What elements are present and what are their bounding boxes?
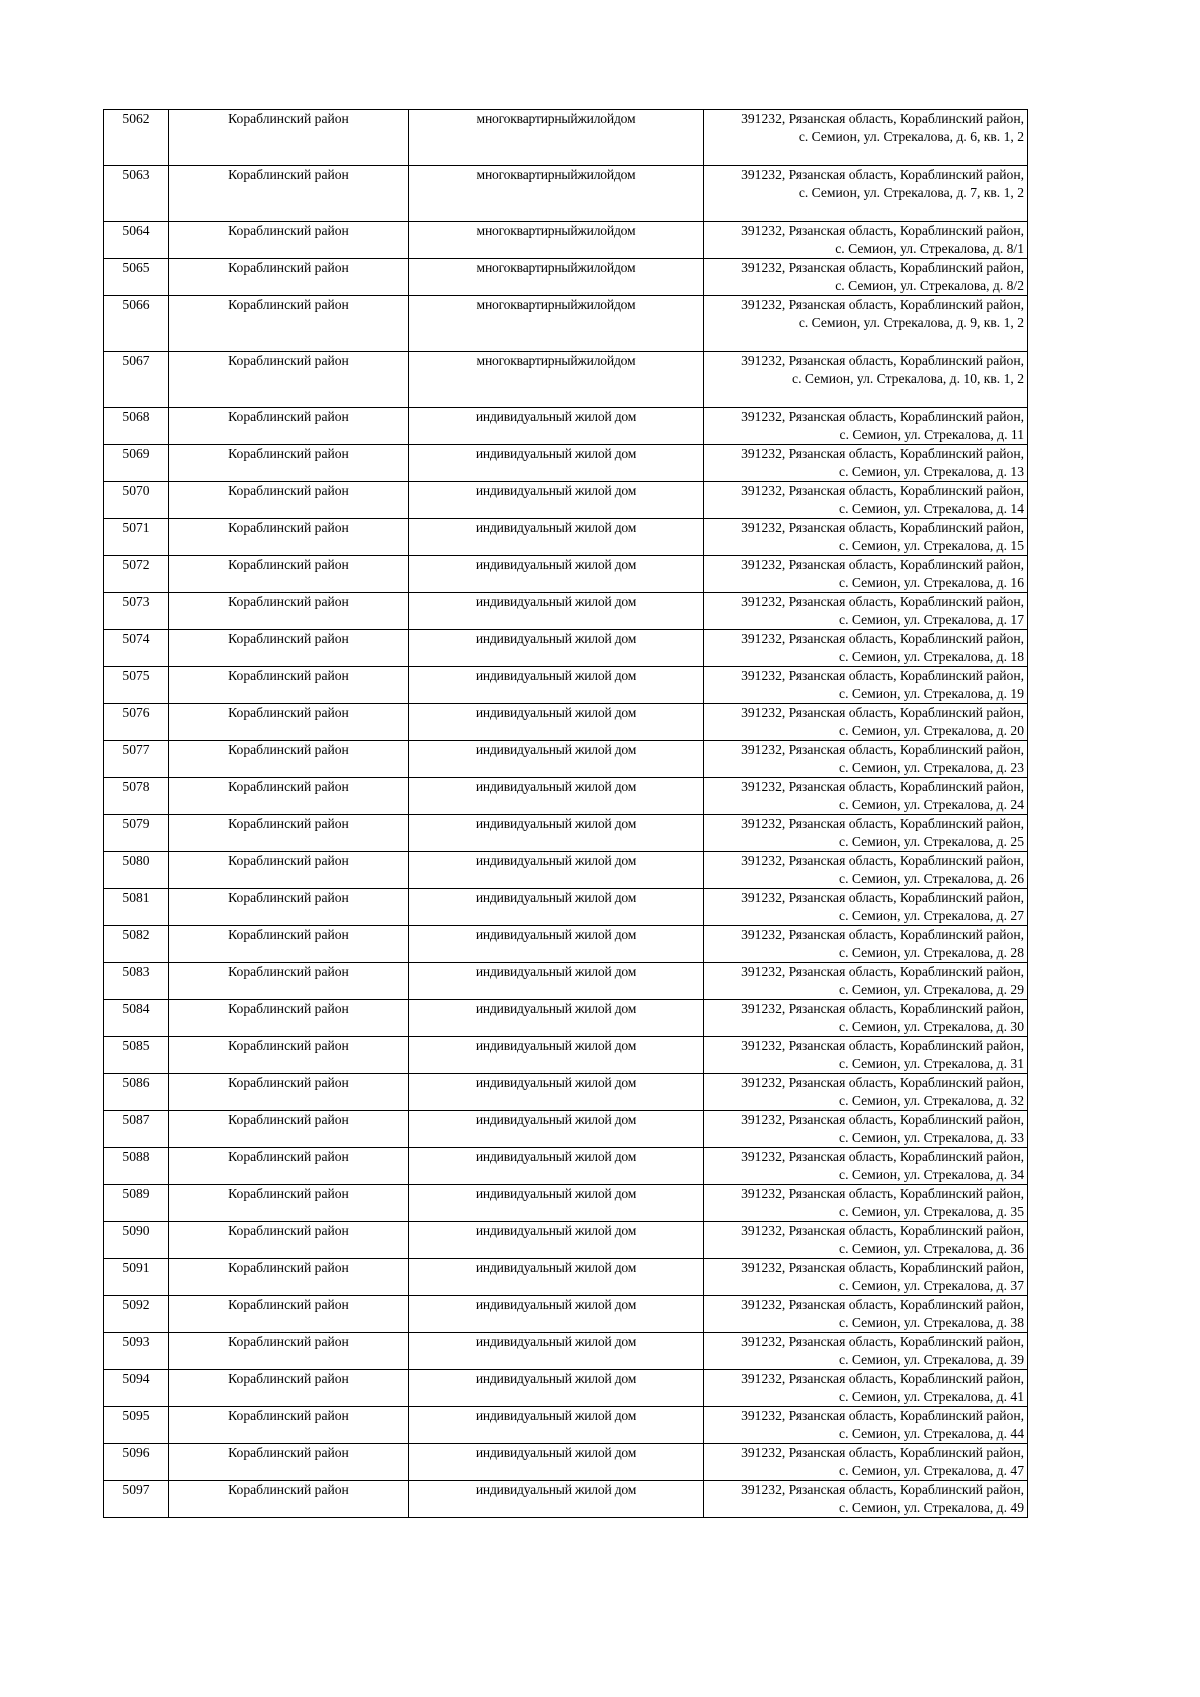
table-row: [104, 110, 1028, 166]
table-row: [104, 1259, 1028, 1296]
address-line-2: с. Семион, ул. Стрекалова, д. 47: [839, 1463, 1024, 1478]
address-line-2: с. Семион, ул. Стрекалова, д. 23: [839, 760, 1024, 775]
address-line-1: 391232, Рязанская область, Кораблинский район,: [741, 594, 1024, 609]
row-number-cell: 5076: [104, 704, 169, 741]
district-cell: Кораблинский район: [169, 110, 409, 166]
address-line-2: с. Семион, ул. Стрекалова, д. 36: [839, 1241, 1024, 1256]
table-row: [104, 1037, 1028, 1074]
building-type-cell: индивидуальный жилой дом: [409, 667, 704, 704]
address-line-2: с. Семион, ул. Стрекалова, д. 25: [839, 834, 1024, 849]
district-cell: Кораблинский район: [169, 778, 409, 815]
address-line-2: с. Семион, ул. Стрекалова, д. 28: [839, 945, 1024, 960]
district-cell: Кораблинский район: [169, 1000, 409, 1037]
address-cell: [704, 704, 1028, 741]
row-number-cell: 5080: [104, 852, 169, 889]
row-number-cell: 5069: [104, 445, 169, 482]
building-type-cell: индивидуальный жилой дом: [409, 1000, 704, 1037]
address-line-2: с. Семион, ул. Стрекалова, д. 24: [839, 797, 1024, 812]
building-type-cell: многоквартирныйжилойдом: [409, 110, 704, 166]
row-number-cell: 5088: [104, 1148, 169, 1185]
address-line-2: с. Семион, ул. Стрекалова, д. 37: [839, 1278, 1024, 1293]
row-number-cell: 5065: [104, 259, 169, 296]
table-row: [104, 1444, 1028, 1481]
row-number-cell: 5068: [104, 408, 169, 445]
table-row: [104, 1111, 1028, 1148]
table-row: [104, 1407, 1028, 1444]
building-type-cell: многоквартирныйжилойдом: [409, 296, 704, 352]
district-cell: Кораблинский район: [169, 1259, 409, 1296]
district-cell: Кораблинский район: [169, 556, 409, 593]
building-type-cell: многоквартирныйжилойдом: [409, 259, 704, 296]
district-cell: Кораблинский район: [169, 1444, 409, 1481]
building-type-cell: индивидуальный жилой дом: [409, 556, 704, 593]
address-line-2: с. Семион, ул. Стрекалова, д. 33: [839, 1130, 1024, 1145]
table-row: [104, 926, 1028, 963]
building-type-cell: индивидуальный жилой дом: [409, 1333, 704, 1370]
address-line-1: 391232, Рязанская область, Кораблинский район,: [741, 111, 1024, 126]
address-line-2: с. Семион, ул. Стрекалова, д. 9, кв. 1, 2: [798, 315, 1024, 330]
address-line-1: 391232, Рязанская область, Кораблинский район,: [741, 631, 1024, 646]
address-line-2: с. Семион, ул. Стрекалова, д. 10, кв. 1, 2: [792, 371, 1024, 386]
address-line-2: с. Семион, ул. Стрекалова, д. 11: [839, 427, 1024, 442]
building-type-cell: многоквартирныйжилойдом: [409, 352, 704, 408]
address-cell: [704, 110, 1028, 166]
table-row: [104, 963, 1028, 1000]
row-number-cell: 5090: [104, 1222, 169, 1259]
address-line-1: 391232, Рязанская область, Кораблинский район,: [741, 1075, 1024, 1090]
address-line-2: с. Семион, ул. Стрекалова, д. 31: [839, 1056, 1024, 1071]
address-cell: [704, 445, 1028, 482]
table-row: [104, 408, 1028, 445]
table-row: [104, 667, 1028, 704]
row-number-cell: 5072: [104, 556, 169, 593]
address-line-1: 391232, Рязанская область, Кораблинский район,: [741, 779, 1024, 794]
district-cell: Кораблинский район: [169, 352, 409, 408]
building-type-cell: индивидуальный жилой дом: [409, 1259, 704, 1296]
table-row: [104, 556, 1028, 593]
address-cell: [704, 630, 1028, 667]
row-number-cell: 5096: [104, 1444, 169, 1481]
building-type-cell: индивидуальный жилой дом: [409, 445, 704, 482]
row-number-cell: 5077: [104, 741, 169, 778]
address-cell: [704, 1407, 1028, 1444]
district-cell: Кораблинский район: [169, 1222, 409, 1259]
address-line-2: с. Семион, ул. Стрекалова, д. 8/1: [835, 241, 1024, 256]
table-row: [104, 519, 1028, 556]
row-number-cell: 5094: [104, 1370, 169, 1407]
address-line-2: с. Семион, ул. Стрекалова, д. 15: [839, 538, 1024, 553]
table-row: [104, 1074, 1028, 1111]
address-line-1: 391232, Рязанская область, Кораблинский район,: [741, 964, 1024, 979]
address-cell: [704, 778, 1028, 815]
table-row: [104, 445, 1028, 482]
building-type-cell: индивидуальный жилой дом: [409, 963, 704, 1000]
address-cell: [704, 556, 1028, 593]
address-line-1: 391232, Рязанская область, Кораблинский район,: [741, 297, 1024, 312]
address-cell: [704, 1259, 1028, 1296]
table-row: [104, 1370, 1028, 1407]
district-cell: Кораблинский район: [169, 1296, 409, 1333]
building-type-cell: индивидуальный жилой дом: [409, 1370, 704, 1407]
building-type-cell: индивидуальный жилой дом: [409, 408, 704, 445]
building-type-cell: индивидуальный жилой дом: [409, 741, 704, 778]
address-line-2: с. Семион, ул. Стрекалова, д. 14: [839, 501, 1024, 516]
row-number-cell: 5070: [104, 482, 169, 519]
district-cell: Кораблинский район: [169, 704, 409, 741]
table-row: [104, 1185, 1028, 1222]
row-number-cell: 5097: [104, 1481, 169, 1518]
address-line-1: 391232, Рязанская область, Кораблинский район,: [741, 1001, 1024, 1016]
building-type-cell: индивидуальный жилой дом: [409, 482, 704, 519]
table-row: [104, 889, 1028, 926]
address-line-1: 391232, Рязанская область, Кораблинский район,: [741, 520, 1024, 535]
row-number-cell: 5084: [104, 1000, 169, 1037]
table-row: [104, 166, 1028, 222]
address-line-2: с. Семион, ул. Стрекалова, д. 26: [839, 871, 1024, 886]
address-cell: [704, 1000, 1028, 1037]
address-cell: [704, 926, 1028, 963]
address-cell: [704, 1185, 1028, 1222]
address-line-2: с. Семион, ул. Стрекалова, д. 29: [839, 982, 1024, 997]
address-line-1: 391232, Рязанская область, Кораблинский район,: [741, 1186, 1024, 1201]
address-line-1: 391232, Рязанская область, Кораблинский район,: [741, 353, 1024, 368]
district-cell: Кораблинский район: [169, 815, 409, 852]
address-line-1: 391232, Рязанская область, Кораблинский район,: [741, 223, 1024, 238]
address-cell: [704, 593, 1028, 630]
building-type-cell: индивидуальный жилой дом: [409, 704, 704, 741]
address-line-1: 391232, Рязанская область, Кораблинский район,: [741, 1371, 1024, 1386]
address-cell: [704, 1111, 1028, 1148]
district-cell: Кораблинский район: [169, 889, 409, 926]
row-number-cell: 5063: [104, 166, 169, 222]
table-row: [104, 1222, 1028, 1259]
row-number-cell: 5062: [104, 110, 169, 166]
building-type-cell: индивидуальный жилой дом: [409, 1481, 704, 1518]
address-line-1: 391232, Рязанская область, Кораблинский район,: [741, 816, 1024, 831]
table-row: [104, 1333, 1028, 1370]
address-line-2: с. Семион, ул. Стрекалова, д. 38: [839, 1315, 1024, 1330]
address-cell: [704, 296, 1028, 352]
table-row: [104, 259, 1028, 296]
address-cell: [704, 963, 1028, 1000]
district-cell: Кораблинский район: [169, 1148, 409, 1185]
district-cell: Кораблинский район: [169, 1370, 409, 1407]
row-number-cell: 5082: [104, 926, 169, 963]
address-cell: [704, 741, 1028, 778]
row-number-cell: 5085: [104, 1037, 169, 1074]
address-cell: [704, 408, 1028, 445]
address-line-1: 391232, Рязанская область, Кораблинский район,: [741, 1408, 1024, 1423]
building-type-cell: индивидуальный жилой дом: [409, 926, 704, 963]
address-line-1: 391232, Рязанская область, Кораблинский район,: [741, 1334, 1024, 1349]
building-type-cell: индивидуальный жилой дом: [409, 1148, 704, 1185]
row-number-cell: 5066: [104, 296, 169, 352]
row-number-cell: 5095: [104, 1407, 169, 1444]
building-type-cell: индивидуальный жилой дом: [409, 1444, 704, 1481]
address-line-2: с. Семион, ул. Стрекалова, д. 18: [839, 649, 1024, 664]
district-cell: Кораблинский район: [169, 166, 409, 222]
table-row: [104, 482, 1028, 519]
district-cell: Кораблинский район: [169, 482, 409, 519]
address-cell: [704, 166, 1028, 222]
address-cell: [704, 222, 1028, 259]
district-cell: Кораблинский район: [169, 630, 409, 667]
address-line-1: 391232, Рязанская область, Кораблинский район,: [741, 742, 1024, 757]
district-cell: Кораблинский район: [169, 1481, 409, 1518]
building-type-cell: индивидуальный жилой дом: [409, 1037, 704, 1074]
table-row: [104, 593, 1028, 630]
row-number-cell: 5091: [104, 1259, 169, 1296]
address-line-2: с. Семион, ул. Стрекалова, д. 32: [839, 1093, 1024, 1108]
address-cell: [704, 889, 1028, 926]
district-cell: Кораблинский район: [169, 926, 409, 963]
address-cell: [704, 852, 1028, 889]
address-cell: [704, 667, 1028, 704]
building-type-cell: индивидуальный жилой дом: [409, 1407, 704, 1444]
table-row: [104, 1481, 1028, 1518]
row-number-cell: 5074: [104, 630, 169, 667]
address-line-2: с. Семион, ул. Стрекалова, д. 19: [839, 686, 1024, 701]
address-line-2: с. Семион, ул. Стрекалова, д. 6, кв. 1, 2: [798, 129, 1024, 144]
address-line-1: 391232, Рязанская область, Кораблинский район,: [741, 1149, 1024, 1164]
address-line-1: 391232, Рязанская область, Кораблинский район,: [741, 927, 1024, 942]
district-cell: Кораблинский район: [169, 445, 409, 482]
document-page: [103, 109, 1027, 1518]
address-cell: [704, 1148, 1028, 1185]
district-cell: Кораблинский район: [169, 1037, 409, 1074]
address-line-1: 391232, Рязанская область, Кораблинский район,: [741, 409, 1024, 424]
table-row: [104, 630, 1028, 667]
building-type-cell: индивидуальный жилой дом: [409, 815, 704, 852]
address-line-1: 391232, Рязанская область, Кораблинский район,: [741, 1297, 1024, 1312]
address-line-1: 391232, Рязанская область, Кораблинский район,: [741, 1038, 1024, 1053]
row-number-cell: 5081: [104, 889, 169, 926]
table-row: [104, 704, 1028, 741]
address-line-1: 391232, Рязанская область, Кораблинский район,: [741, 705, 1024, 720]
address-cell: [704, 1481, 1028, 1518]
address-cell: [704, 519, 1028, 556]
building-type-cell: индивидуальный жилой дом: [409, 1296, 704, 1333]
address-line-2: с. Семион, ул. Стрекалова, д. 30: [839, 1019, 1024, 1034]
address-line-2: с. Семион, ул. Стрекалова, д. 34: [839, 1167, 1024, 1182]
address-line-2: с. Семион, ул. Стрекалова, д. 8/2: [835, 278, 1024, 293]
table-row: [104, 1148, 1028, 1185]
address-line-1: 391232, Рязанская область, Кораблинский район,: [741, 853, 1024, 868]
district-cell: Кораблинский район: [169, 1407, 409, 1444]
row-number-cell: 5092: [104, 1296, 169, 1333]
row-number-cell: 5071: [104, 519, 169, 556]
table-row: [104, 815, 1028, 852]
table-row: [104, 222, 1028, 259]
address-line-1: 391232, Рязанская область, Кораблинский район,: [741, 483, 1024, 498]
address-line-2: с. Семион, ул. Стрекалова, д. 35: [839, 1204, 1024, 1219]
district-cell: Кораблинский район: [169, 667, 409, 704]
address-line-1: 391232, Рязанская область, Кораблинский район,: [741, 1223, 1024, 1238]
address-line-2: с. Семион, ул. Стрекалова, д. 27: [839, 908, 1024, 923]
address-line-1: 391232, Рязанская область, Кораблинский район,: [741, 668, 1024, 683]
table-row: [104, 296, 1028, 352]
row-number-cell: 5064: [104, 222, 169, 259]
address-line-1: 391232, Рязанская область, Кораблинский район,: [741, 446, 1024, 461]
row-number-cell: 5086: [104, 1074, 169, 1111]
table-row: [104, 778, 1028, 815]
district-cell: Кораблинский район: [169, 852, 409, 889]
address-line-2: с. Семион, ул. Стрекалова, д. 39: [839, 1352, 1024, 1367]
address-line-2: с. Семион, ул. Стрекалова, д. 20: [839, 723, 1024, 738]
district-cell: Кораблинский район: [169, 259, 409, 296]
address-cell: [704, 482, 1028, 519]
housing-registry-table: [103, 109, 1028, 1518]
row-number-cell: 5083: [104, 963, 169, 1000]
address-line-2: с. Семион, ул. Стрекалова, д. 41: [839, 1389, 1024, 1404]
address-line-1: 391232, Рязанская область, Кораблинский район,: [741, 1482, 1024, 1497]
table-row: [104, 852, 1028, 889]
row-number-cell: 5079: [104, 815, 169, 852]
district-cell: Кораблинский район: [169, 222, 409, 259]
district-cell: Кораблинский район: [169, 593, 409, 630]
row-number-cell: 5087: [104, 1111, 169, 1148]
address-line-2: с. Семион, ул. Стрекалова, д. 17: [839, 612, 1024, 627]
address-line-1: 391232, Рязанская область, Кораблинский район,: [741, 1112, 1024, 1127]
district-cell: Кораблинский район: [169, 1111, 409, 1148]
district-cell: Кораблинский район: [169, 1074, 409, 1111]
row-number-cell: 5078: [104, 778, 169, 815]
table-row: [104, 741, 1028, 778]
address-line-1: 391232, Рязанская область, Кораблинский район,: [741, 260, 1024, 275]
district-cell: Кораблинский район: [169, 741, 409, 778]
table-body: [104, 110, 1028, 1518]
address-cell: [704, 1222, 1028, 1259]
building-type-cell: индивидуальный жилой дом: [409, 1185, 704, 1222]
address-cell: [704, 1037, 1028, 1074]
table-row: [104, 1296, 1028, 1333]
address-cell: [704, 259, 1028, 296]
address-cell: [704, 1370, 1028, 1407]
building-type-cell: индивидуальный жилой дом: [409, 630, 704, 667]
district-cell: Кораблинский район: [169, 296, 409, 352]
building-type-cell: индивидуальный жилой дом: [409, 593, 704, 630]
building-type-cell: индивидуальный жилой дом: [409, 852, 704, 889]
building-type-cell: индивидуальный жилой дом: [409, 889, 704, 926]
address-line-2: с. Семион, ул. Стрекалова, д. 16: [839, 575, 1024, 590]
building-type-cell: индивидуальный жилой дом: [409, 519, 704, 556]
address-line-2: с. Семион, ул. Стрекалова, д. 49: [839, 1500, 1024, 1515]
address-line-2: с. Семион, ул. Стрекалова, д. 13: [839, 464, 1024, 479]
district-cell: Кораблинский район: [169, 963, 409, 1000]
district-cell: Кораблинский район: [169, 519, 409, 556]
address-line-1: 391232, Рязанская область, Кораблинский район,: [741, 557, 1024, 572]
row-number-cell: 5089: [104, 1185, 169, 1222]
row-number-cell: 5075: [104, 667, 169, 704]
row-number-cell: 5067: [104, 352, 169, 408]
address-line-2: с. Семион, ул. Стрекалова, д. 44: [839, 1426, 1024, 1441]
address-cell: [704, 1444, 1028, 1481]
table-row: [104, 352, 1028, 408]
address-line-1: 391232, Рязанская область, Кораблинский район,: [741, 890, 1024, 905]
building-type-cell: индивидуальный жилой дом: [409, 1111, 704, 1148]
address-cell: [704, 1333, 1028, 1370]
building-type-cell: индивидуальный жилой дом: [409, 1222, 704, 1259]
building-type-cell: индивидуальный жилой дом: [409, 778, 704, 815]
building-type-cell: многоквартирныйжилойдом: [409, 222, 704, 259]
building-type-cell: индивидуальный жилой дом: [409, 1074, 704, 1111]
building-type-cell: многоквартирныйжилойдом: [409, 166, 704, 222]
district-cell: Кораблинский район: [169, 1185, 409, 1222]
address-cell: [704, 1074, 1028, 1111]
address-cell: [704, 352, 1028, 408]
address-cell: [704, 815, 1028, 852]
address-line-1: 391232, Рязанская область, Кораблинский район,: [741, 1445, 1024, 1460]
address-cell: [704, 1296, 1028, 1333]
address-line-1: 391232, Рязанская область, Кораблинский район,: [741, 167, 1024, 182]
district-cell: Кораблинский район: [169, 408, 409, 445]
table-row: [104, 1000, 1028, 1037]
address-line-1: 391232, Рязанская область, Кораблинский район,: [741, 1260, 1024, 1275]
row-number-cell: 5093: [104, 1333, 169, 1370]
row-number-cell: 5073: [104, 593, 169, 630]
address-line-2: с. Семион, ул. Стрекалова, д. 7, кв. 1, 2: [798, 185, 1024, 200]
district-cell: Кораблинский район: [169, 1333, 409, 1370]
